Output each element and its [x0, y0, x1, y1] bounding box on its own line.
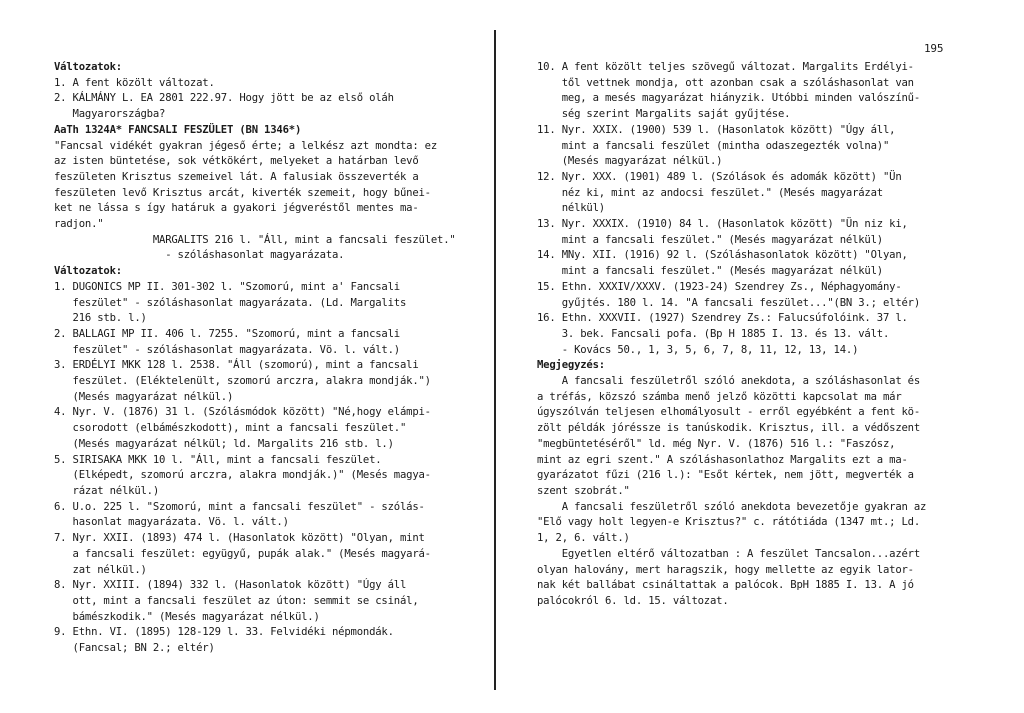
- right-text-line: gyűjtés. 180 l. 14. "A fancsali feszület..."(BN 3.; eltér): [537, 296, 921, 309]
- right-column: [537, 60, 957, 610]
- left-text-line: hasonlat magyarázata. Vö. l. vált.): [54, 516, 289, 529]
- column-divider: [494, 30, 496, 690]
- left-text-line: (Fancsal; BN 2.; eltér): [54, 642, 215, 655]
- left-text-line: (Mesés magyarázat nélkül.): [54, 390, 234, 403]
- left-text-line: Változatok:: [54, 265, 122, 278]
- right-text-line: mint a fancsali feszület (mintha odaszegezték volna)": [537, 139, 890, 152]
- left-text-line: Változatok:: [54, 61, 122, 73]
- right-text-line: mint a fancsali feszület." (Mesés magyarázat nélkül): [537, 265, 883, 278]
- left-text-line: 6. U.o. 225 l. "Szomorú, mint a fancsali feszület" - szólás-: [54, 500, 425, 513]
- right-text-line: gyarázatot fűzi (216 l.): "Esőt kértek, nem jött, megverték a: [537, 469, 914, 482]
- right-text-line: szent szobrát.": [537, 484, 630, 497]
- left-text-line: 8. Nyr. XXIII. (1894) 332 l. (Hasonlatok között) "Úgy áll: [54, 579, 407, 592]
- right-text-line: Megjegyzés:: [537, 359, 605, 372]
- right-text-line: 12. Nyr. XXX. (1901) 489 l. (Szólások és adomák között) "Ün: [537, 170, 902, 183]
- right-text-line: - Kovács 50., 1, 3, 5, 6, 7, 8, 11, 12, 13, 14.): [537, 343, 859, 356]
- right-text-line: 10. A fent közölt teljes szövegű változat. Margalits Erdélyi-: [537, 61, 914, 73]
- left-text-line: feszület" - szóláshasonlat magyarázata. Vö. l. vált.): [54, 343, 400, 356]
- left-text-line: a fancsali feszület: együgyű, pupák alak." (Mesés magyará-: [54, 547, 431, 560]
- left-text-line: MARGALITS 216 l. "Áll, mint a fancsali feszület.": [54, 233, 456, 246]
- right-text-line: a tréfás, közszó számba menő jelző közötti kapcsolat ma már: [537, 390, 902, 403]
- right-text-line: mint az egri szent." A szóláshasonlathoz Margalits ezt a ma-: [537, 453, 908, 466]
- left-text-line: feszületen Krisztus szemeivel lát. A falusiak összeverték a: [54, 170, 419, 183]
- right-text-line: néz ki, mint az andocsi feszület." (Mesés magyarázat: [537, 186, 883, 199]
- right-text-line: 13. Nyr. XXXIX. (1910) 84 l. (Hasonlatok között) "Ün niz ki,: [537, 218, 908, 231]
- right-text-line: (Mesés magyarázat nélkül.): [537, 155, 723, 168]
- right-text-line: "Elő vagy holt legyen-e Krisztus?" c. rátótiáda (1347 mt.; Ld.: [537, 516, 921, 529]
- left-text-line: (Elképedt, szomorú arczra, alakra mondják.)" (Mesés magya-: [54, 469, 431, 482]
- right-text-line: olyan halovány, mert haragszik, hogy mellette az egyik lator-: [537, 563, 914, 576]
- right-text-line: "megbüntetéséről" ld. még Nyr. V. (1876) 516 l.: "Faszósz,: [537, 437, 896, 450]
- right-text-line: 11. Nyr. XXIX. (1900) 539 l. (Hasonlatok között) "Úgy áll,: [537, 123, 896, 136]
- left-text-line: rázat nélkül.): [54, 484, 160, 497]
- right-text-line: zölt példák jóréssze is tanúskodik. Krisztus, ill. a védőszent: [537, 422, 921, 435]
- left-column: [54, 60, 464, 657]
- left-text-line: 1. A fent közölt változat.: [54, 76, 215, 89]
- left-text-line: 5. SIRISAKA MKK 10 l. "Áll, mint a fancsali feszület.: [54, 453, 382, 466]
- left-text-line: 4. Nyr. V. (1876) 31 l. (Szólásmódok között) "Né,hogy elámpi-: [54, 406, 431, 419]
- left-text-line: Magyarországba?: [54, 108, 166, 121]
- left-text-line: (Mesés magyarázat nélkül; ld. Margalits 216 stb. l.): [54, 437, 394, 450]
- left-text-line: - szóláshasonlat magyarázata.: [54, 249, 345, 262]
- right-text-line: 3. bek. Fancsali pofa. (Bp H 1885 I. 13. és 13. vált.: [537, 327, 890, 340]
- left-text-line: radjon.": [54, 218, 104, 231]
- left-text-line: feszület. (Eléktelenült, szomorú arczra, alakra mondják."): [54, 375, 431, 388]
- left-text-line: 1. DUGONICS MP II. 301-302 l. "Szomorú, mint a' Fancsali: [54, 280, 400, 293]
- left-text-line: 2. BALLAGI MP II. 406 l. 7255. "Szomorú, mint a fancsali: [54, 327, 400, 340]
- right-text-line: nélkül): [537, 202, 605, 215]
- left-text-line: 216 stb. l.): [54, 312, 147, 325]
- left-text-line: feszület" - szóláshasonlat magyarázata. (Ld. Margalits: [54, 296, 407, 309]
- right-text-line: 16. Ethn. XXXVII. (1927) Szendrey Zs.: Falucsúfolóink. 37 l.: [537, 312, 908, 325]
- right-text-line: nak két ballábat csináltattak a palócok. BpH 1885 I. 13. A jó: [537, 579, 914, 592]
- left-text-line: 3. ERDÉLYI MKK 128 l. 2538. "Áll (szomorú), mint a fancsali: [54, 359, 419, 372]
- right-text-line: meg, a mesés magyarázat hiányzik. Utóbbi minden valószínű-: [537, 92, 921, 105]
- left-text-line: AaTh 1324A* FANCSALI FESZÜLET (BN 1346*): [54, 123, 302, 136]
- right-text-line: palócokról 6. ld. 15. változat.: [537, 594, 729, 607]
- right-text-line: től vettnek mondja, ott azonban csak a szóláshasonlat van: [537, 76, 914, 89]
- left-text-line: bámészkodik." (Mesés magyarázat nélkül.): [54, 610, 320, 623]
- left-text-line: az isten büntetése, sok vétkökért, melyeket a határban levő: [54, 155, 419, 168]
- left-text-line: ott, mint a fancsali feszület az úton: semmit se csinál,: [54, 594, 419, 607]
- left-text-line: 7. Nyr. XXII. (1893) 474 l. (Hasonlatok között) "Olyan, mint: [54, 532, 425, 545]
- right-text-line: 1, 2, 6. vált.): [537, 532, 630, 545]
- right-text-line: A fancsali feszületről szóló anekdota, a szóláshasonlat és: [537, 375, 921, 388]
- right-text-line: ség szerint Margalits saját gyűjtése.: [537, 108, 791, 121]
- right-text-line: 15. Ethn. XXXIV/XXXV. (1923-24) Szendrey Zs., Néphagyomány-: [537, 280, 902, 293]
- right-text-line: A fancsali feszületről szóló anekdota bevezetője gyakran az: [537, 500, 927, 513]
- left-text-line: 9. Ethn. VI. (1895) 128-129 l. 33. Felvidéki népmondák.: [54, 626, 394, 639]
- right-text-line: mint a fancsali feszület." (Mesés magyarázat nélkül): [537, 233, 883, 246]
- left-text-line: ket ne lássa s így határuk a gyakori jégveréstől mentes ma-: [54, 202, 419, 215]
- left-text-line: csorodott (elbámészkodott), mint a fancsali feszület.": [54, 422, 407, 435]
- right-text-line: Egyetlen eltérő változatban : A feszület Tancsalon...azért: [537, 547, 921, 560]
- right-text-line: úgyszólván teljesen elhomályosult - erről egyébként a fent kö-: [537, 406, 921, 419]
- left-text-line: 2. KÁLMÁNY L. EA 2801 222.97. Hogy jött be az első oláh: [54, 92, 394, 105]
- left-text-line: zat nélkül.): [54, 563, 147, 576]
- page-number: 195: [924, 42, 944, 55]
- right-text-line: 14. MNy. XII. (1916) 92 l. (Szóláshasonlatok között) "Olyan,: [537, 249, 908, 262]
- left-text-line: feszületen levő Krisztus arcát, kiverték szemeit, hogy bűnei-: [54, 186, 431, 199]
- left-text-line: "Fancsal vidékét gyakran jégeső érte; a lelkész azt mondta: ez: [54, 139, 438, 152]
